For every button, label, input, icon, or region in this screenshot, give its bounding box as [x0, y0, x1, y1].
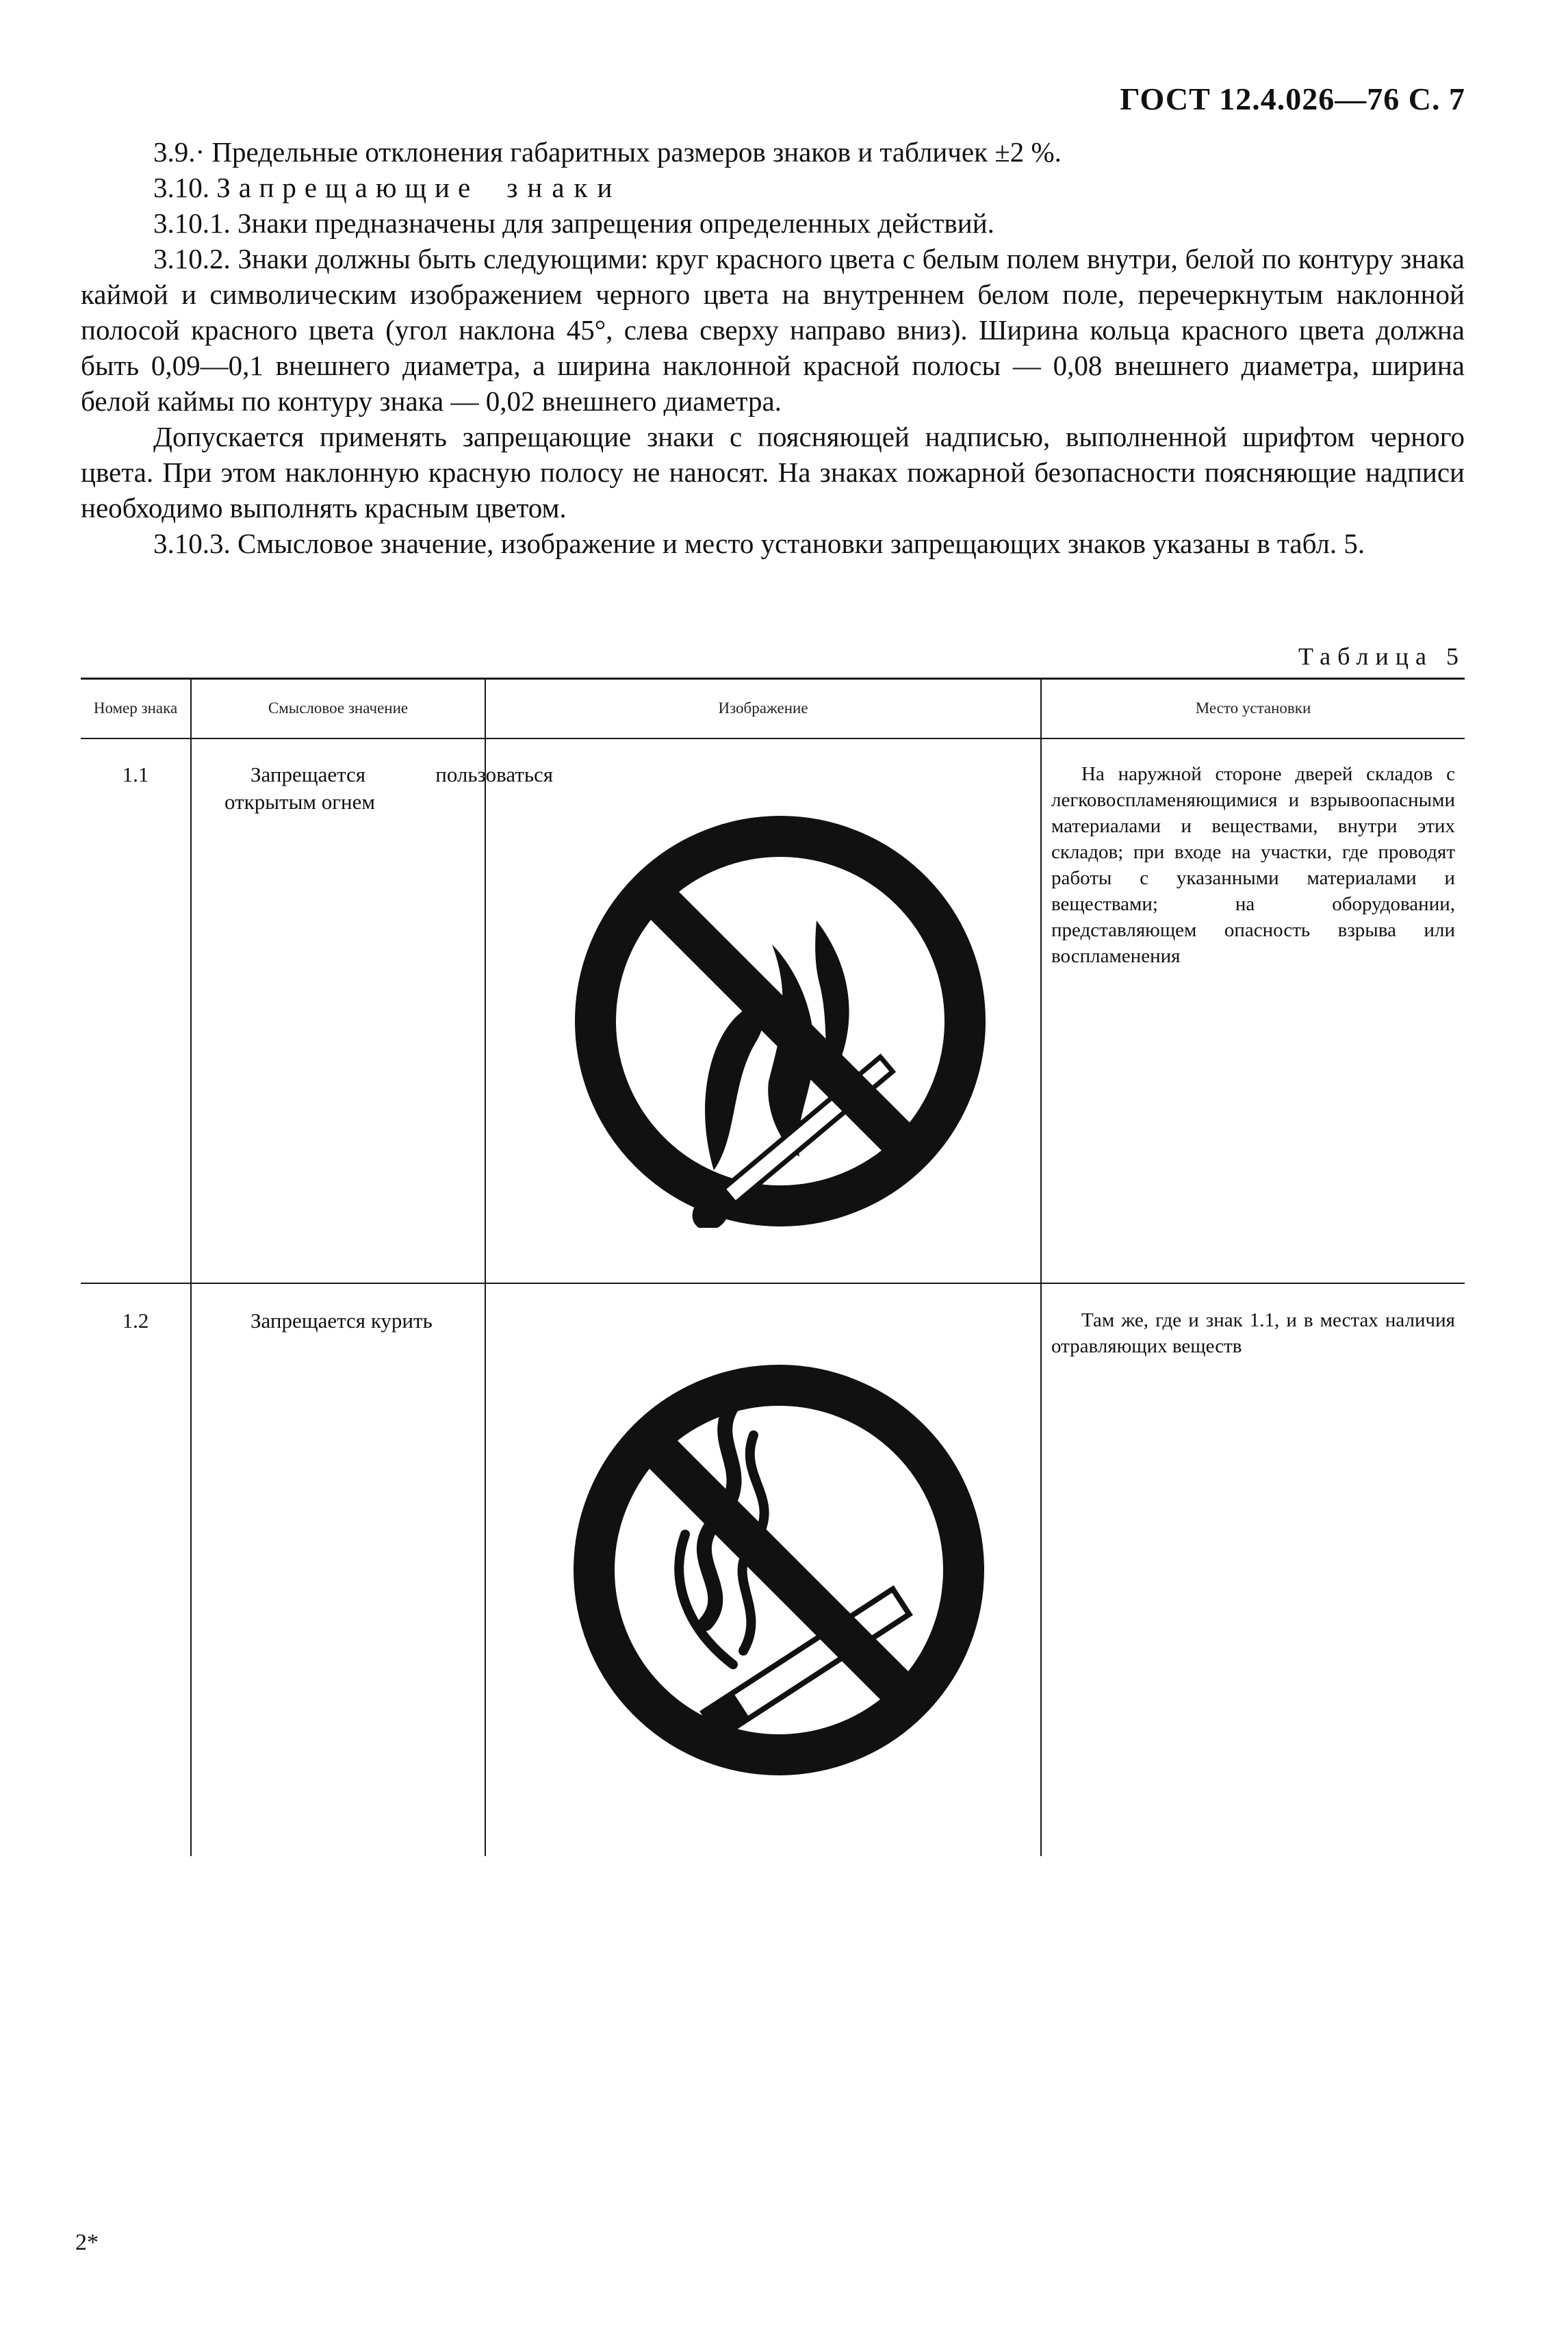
header-meaning: Смысловое значение [268, 699, 409, 717]
row-1-meaning: Запрещается пользоваться открытым огнем [224, 762, 553, 814]
row-1-place: На наружной стороне дверей складов с легковоспламеняющимися и взрывоопасными материалами и веществами, внутри этих складов; при входе на участки, где проводят работы с указанными материалами и веществами; на оборудовании, представляющем опасность взрыва или воспламенения [1051, 763, 1455, 967]
page-header: ГОСТ 12.4.026—76 С. 7 [1120, 81, 1465, 116]
table-col-rule [485, 678, 486, 1856]
header-image: Изображение [718, 699, 808, 717]
header-place: Место установки [1195, 699, 1311, 717]
header-number: Номер знака [93, 699, 178, 717]
row-2-place: Там же, где и знак 1.1, и в местах наличия отравляющих веществ [1051, 1309, 1455, 1357]
paragraph-3-10-1: 3.10.1. Знаки предназначены для запрещения определенных действий. [153, 207, 994, 239]
paragraph-3-10-3: 3.10.3. Смысловое значение, изображение и место установки запрещающих знаков указаны в табл. 5. [153, 528, 1365, 559]
paragraph-allowed: Допускается применять запрещающие знаки с поясняющей надписью, выполненной шрифтом черного цвета. При этом наклонную красную полосу не наносят. На знаках пожарной безопасности поясняющие надписи необходимо выполнять красным цветом. [81, 421, 1465, 524]
signs-table [81, 678, 1465, 1856]
body-text [81, 134, 1465, 561]
section-title: Запрещающие [216, 172, 479, 203]
no-smoking-sign-icon [572, 1363, 986, 1777]
section-heading-3-10 [81, 170, 1465, 205]
section-number: 3.10. [153, 172, 209, 203]
table-row-rule [81, 1283, 1465, 1284]
page-footer-mark: 2* [75, 2230, 99, 2255]
table-caption: Таблица 5 [1298, 643, 1465, 670]
section-title-word: знаки [506, 172, 622, 203]
paragraph-3-9: 3.9.· Предельные отклонения габаритных размеров знаков и табличек ±2 %. [153, 136, 1062, 168]
no-open-flame-sign-icon [574, 814, 987, 1228]
table-col-rule [1040, 678, 1042, 1856]
paragraph-3-10-2: 3.10.2. Знаки должны быть следующими: круг красного цвета с белым полем внутри, белой по контуру знака каймой и символическим изображением черного цвета на внутреннем белом поле, перечеркнутым наклонной полосой красного цвета (угол наклона 45°, слева сверху направо вниз). Ширина кольца красного цвета должна быть 0,09—0,1 внешнего диаметра, а ширина наклонной красной полосы — 0,08 внешнего диаметра, ширина белой каймы по контуру знака — 0,02 внешнего диаметра. [81, 243, 1465, 417]
row-1-number: 1.1 [122, 762, 149, 786]
row-2-number: 1.2 [122, 1309, 149, 1333]
table-header-rule [81, 738, 1465, 739]
table-col-rule [190, 678, 192, 1856]
row-2-meaning: Запрещается курить [250, 1309, 433, 1333]
